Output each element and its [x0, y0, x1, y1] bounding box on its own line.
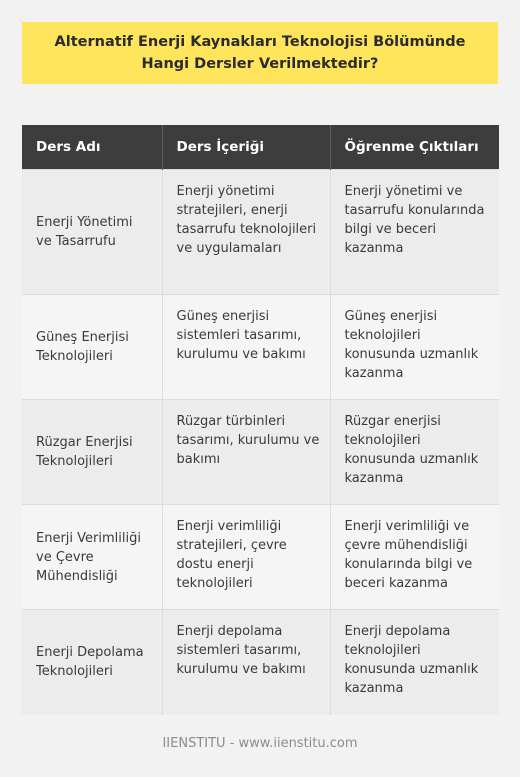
course-outcome-cell: Enerji yönetimi ve tasarrufu konularında bilgi ve beceri kazanma — [330, 170, 499, 295]
courses-table — [22, 125, 499, 715]
table-row — [22, 505, 499, 610]
header-course-name: Ders Adı — [22, 125, 162, 170]
course-content-cell: Rüzgar türbinleri tasarımı, kurulumu ve bakımı — [162, 400, 330, 505]
course-content-cell: Güneş enerjisi sistemleri tasarımı, kurulumu ve bakımı — [162, 295, 330, 400]
page-title: Alternatif Enerji Kaynakları Teknolojisi Bölümünde Hangi Dersler Verilmektedir? — [54, 34, 466, 72]
course-name-cell: Enerji Verimliliği ve Çevre Mühendisliği — [22, 505, 162, 610]
course-name-cell: Güneş Enerjisi Teknolojileri — [22, 295, 162, 400]
table-row — [22, 170, 499, 295]
course-content-cell: Enerji verimliliği stratejileri, çevre dostu enerji teknolojileri — [162, 505, 330, 610]
course-outcome-cell: Enerji verimliliği ve çevre mühendisliği konularında bilgi ve beceri kazanma — [330, 505, 499, 610]
header-course-content: Ders İçeriği — [162, 125, 330, 170]
course-name-cell: Enerji Yönetimi ve Tasarrufu — [22, 170, 162, 295]
course-content-cell: Enerji yönetimi stratejileri, enerji tasarrufu teknolojileri ve uygulamaları — [162, 170, 330, 295]
footer-credit: IIENSTITU - www.iienstitu.com — [162, 736, 358, 751]
header-learning-outcomes: Öğrenme Çıktıları — [330, 125, 499, 170]
table-row — [22, 610, 499, 715]
course-name-cell: Enerji Depolama Teknolojileri — [22, 610, 162, 715]
title-banner — [22, 22, 498, 84]
table-row — [22, 400, 499, 505]
table-row — [22, 295, 499, 400]
course-name-cell: Rüzgar Enerjisi Teknolojileri — [22, 400, 162, 505]
course-outcome-cell: Güneş enerjisi teknolojileri konusunda uzmanlık kazanma — [330, 295, 499, 400]
course-content-cell: Enerji depolama sistemleri tasarımı, kurulumu ve bakımı — [162, 610, 330, 715]
course-outcome-cell: Enerji depolama teknolojileri konusunda uzmanlık kazanma — [330, 610, 499, 715]
course-outcome-cell: Rüzgar enerjisi teknolojileri konusunda uzmanlık kazanma — [330, 400, 499, 505]
table-header-row — [22, 125, 499, 170]
